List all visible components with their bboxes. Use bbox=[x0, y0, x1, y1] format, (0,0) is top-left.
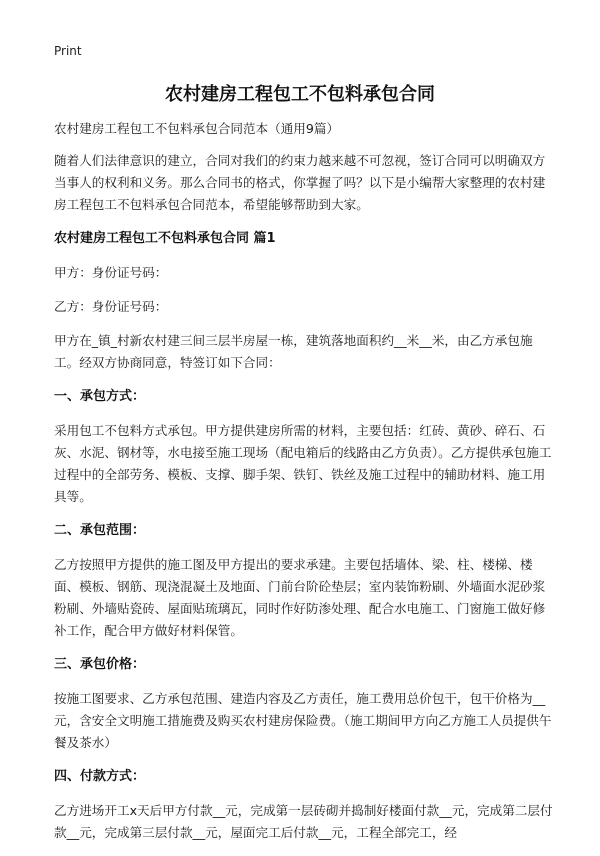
document-body bbox=[54, 118, 554, 856]
clause-heading: 三、承包价格： bbox=[54, 657, 146, 672]
clause-heading: 四、付款方式： bbox=[54, 769, 146, 784]
clause-text: 乙方按照甲方提供的施工图及甲方提出的要求承建。主要包括墙体、梁、柱、楼梯、楼面、模板、钢筋、现浇混凝土及地面、门前台阶砼垫层；室内装饰粉刷、外墙面水泥砂浆粉刷、外墙贴瓷砖、屋面贴琉璃瓦，同时作好防渗处理、配合水电施工、门窗施工做好修补工作，配合甲方做好材料保管。 bbox=[54, 557, 546, 638]
party-a-line: 甲方：身份证号码： bbox=[54, 265, 168, 280]
print-link[interactable]: Print bbox=[54, 44, 82, 58]
clause-text: 采用包工不包料方式承包。甲方提供建房所需的材料，主要包括：红砖、黄砂、碎石、石灰、水泥、钢材等，水电接至施工现场（配电箱后的线路由乙方负责）。乙方提供承包施工过程中的全部劳务、模板、支撑、脚手架、铁钉、铁丝及施工过程中的辅助材料、施工用具等。 bbox=[54, 423, 552, 504]
document-title: 农村建房工程包工不包料承包合同 bbox=[165, 84, 435, 105]
preamble-paragraph: 甲方在_镇_村新农村建三间三层半房屋一栋，建筑落地面积约__米__米，由乙方承包施工。经双方协商同意，特签订如下合同： bbox=[54, 333, 533, 370]
document-subtitle: 农村建房工程包工不包料承包合同范本（通用9篇） bbox=[54, 121, 340, 136]
clause-heading: 二、承包范围： bbox=[54, 523, 146, 538]
clause-text: 乙方进场开工x天后甲方付款__元，完成第一层砖砌并捣制好楼面付款__元，完成第二层付款__元，完成第三层付款__元，屋面完工后付款__元，工程全部完工，经 bbox=[54, 803, 553, 840]
clause-text: 按施工图要求、乙方承包范围、建造内容及乙方责任，施工费用总价包干，包干价格为__元，含安全文明施工措施费及购买农村建房保险费。（施工期间甲方向乙方施工人员提供午餐及茶水） bbox=[54, 691, 552, 750]
section-heading: 农村建房工程包工不包料承包合同 篇1 bbox=[54, 231, 276, 246]
intro-paragraph: 随着人们法律意识的建立，合同对我们的约束力越来越不可忽视，签订合同可以明确双方当事人的权利和义务。那么合同书的格式，你掌握了吗？以下是小编帮大家整理的农村建房工程包工不包料承包合同范本，希望能够帮助到大家。 bbox=[54, 153, 546, 212]
party-b-line: 乙方：身份证号码： bbox=[54, 299, 168, 314]
clause-heading: 一、承包方式： bbox=[54, 389, 146, 404]
